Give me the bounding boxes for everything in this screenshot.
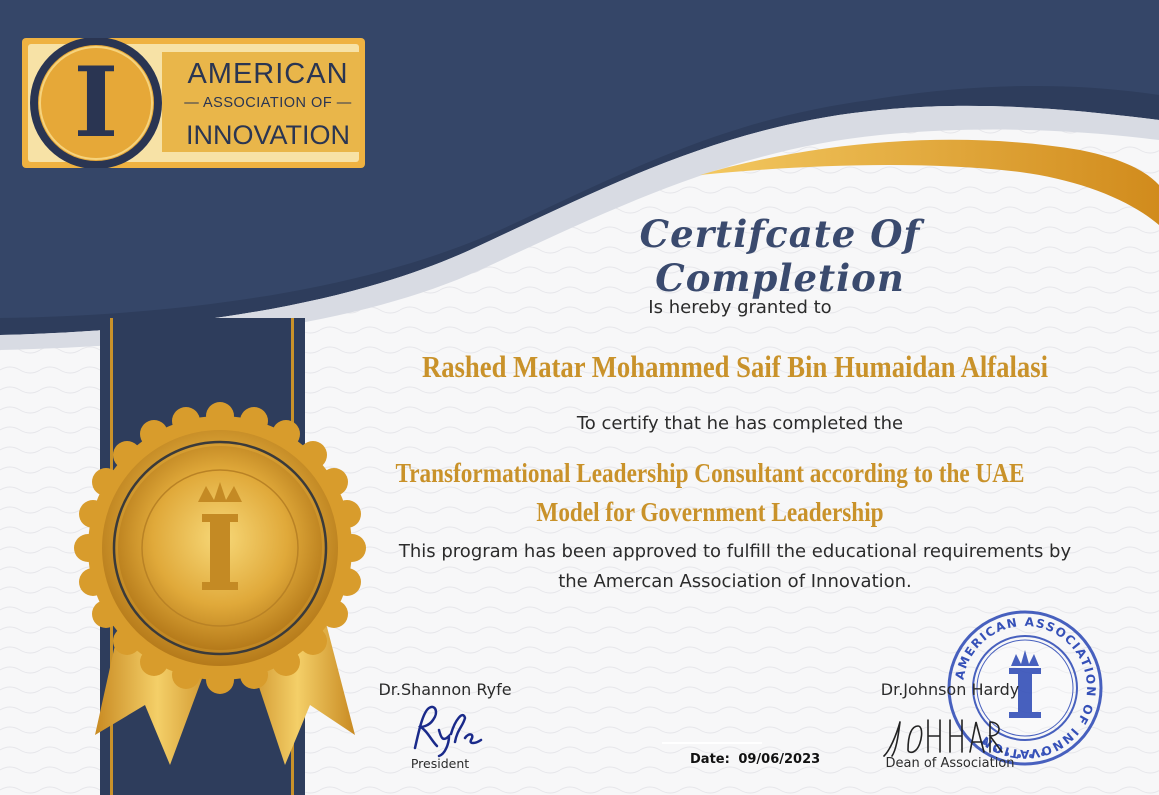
approval-statement [340, 537, 1130, 597]
dean-signature [878, 712, 1008, 762]
granted-text: Is hereby granted to [648, 297, 832, 318]
logo-line-american: AMERICAN [187, 58, 349, 90]
logo-line-innovation: INNOVATION [185, 120, 350, 150]
date-value: 09/06/2023 [738, 752, 821, 767]
date-divider [662, 742, 762, 744]
association-logo [22, 38, 365, 168]
president-signature-text: Ryfe [405, 700, 408, 701]
course-title [375, 454, 1046, 532]
president-name: Dr.Shannon Ryfe [378, 680, 512, 699]
approval-line-2: the Amercan Association of Innovation. [558, 571, 912, 592]
certify-text: To certify that he has completed the [576, 413, 904, 434]
certificate-title: Certifcate Of Completion [639, 212, 921, 300]
date-label: Date: [690, 752, 730, 767]
course-title-line-2: Model for Government Leadership [536, 497, 884, 527]
president-signature [405, 700, 485, 758]
dean-signature-text: JOHHARDY [878, 712, 884, 713]
recipient-name: Rashed Matar Mohammed Saif Bin Humaidan Alfalasi [421, 349, 1049, 384]
course-title-line-1: Transformational Leadership Consultant according to the UAE [395, 458, 1025, 488]
stamp-ring-text: AMERICAN ASSOCIATION OF INNOVATION [952, 614, 1099, 762]
dean-title: Dean of Association [885, 756, 1015, 771]
logo-line-association: — ASSOCIATION OF — [184, 95, 352, 111]
dean-name: Dr.Johnson Hardy [880, 680, 1020, 699]
issue-date [690, 752, 870, 767]
president-title: President [410, 756, 470, 771]
approval-line-1: This program has been approved to fulfill the educational requirements by [398, 541, 1072, 562]
logo-letter-icon: I [73, 46, 119, 159]
